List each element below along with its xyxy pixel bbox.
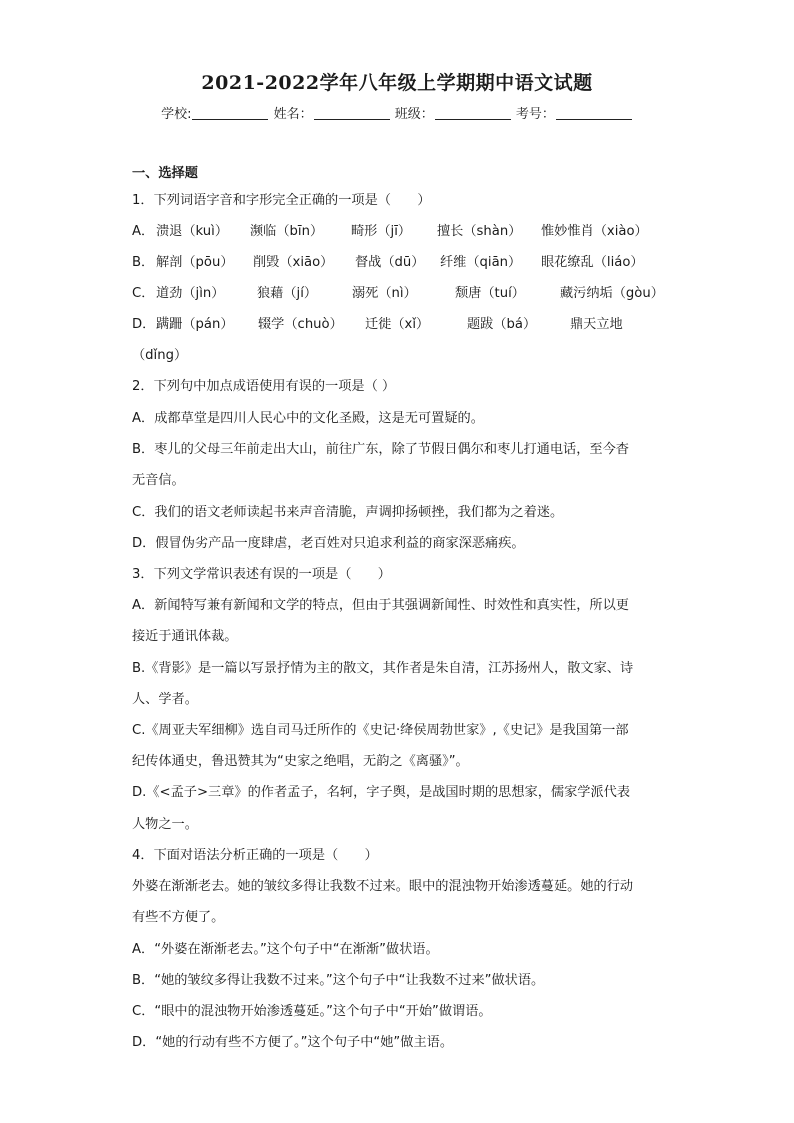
q4-stem: 4．下面对语法分析正确的一项是（ ） — [132, 848, 378, 863]
class-blank[interactable] — [435, 107, 511, 120]
q1-b-item: 削毁（xiāo） — [253, 255, 334, 270]
q2-option-b: B．枣儿的父母三年前走出大山，前往广东，除了节假日偶尔和枣儿打通电话，至今杳 — [132, 442, 629, 457]
q1-b-label: B． — [132, 255, 155, 270]
exam-title: 2021-2022学年八年级上学期期中语文试题 — [201, 72, 593, 94]
q4-option-c: C．“眼中的混浊物开始渗透蔓延。”这个句子中“开始”做谓语。 — [132, 1004, 492, 1019]
name-blank[interactable] — [314, 107, 390, 120]
name-label: 姓名： — [273, 107, 313, 122]
q3-option-d: D.《<孟子>三章》的作者孟子，名轲，字子舆，是战国时期的思想家，儒家学派代表 — [132, 785, 631, 800]
q1-a-label: A． — [132, 224, 155, 239]
q1-c-item: 颓唐（tuí） — [455, 286, 525, 301]
q3-option-a: A．新闻特写兼有新闻和文学的特点，但由于其强调新闻性、时效性和真实性，所以更 — [132, 598, 629, 613]
q1-d-wrap: （dǐng） — [132, 348, 188, 363]
q2-stem: 2．下列句中加点成语使用有误的一项是（ ） — [132, 379, 396, 394]
q1-b-item: 督战（dū） — [355, 255, 425, 270]
q1-a-item: 濒临（bīn） — [250, 224, 324, 239]
q1-d-item: 辍学（chuò） — [258, 317, 343, 332]
class-label: 班级： — [394, 107, 434, 122]
q1-a-item: 畸形（jī） — [351, 224, 412, 239]
exam-no-blank[interactable] — [556, 107, 632, 120]
q1-d-item: 题跋（bá） — [467, 317, 537, 332]
q1-b-item: 解剖（pōu） — [156, 255, 234, 270]
q2-option-b-cont: 无音信。 — [132, 473, 185, 488]
q1-c-item: 藏污纳垢（gòu） — [560, 286, 664, 301]
q1-d-label: D． — [132, 317, 156, 332]
q4-passage-cont: 有些不方便了。 — [132, 910, 225, 925]
exam-no-label: 考号： — [515, 107, 555, 122]
q1-a-item: 擅长（shàn） — [437, 224, 522, 239]
q1-d-item: 蹒跚（pán） — [156, 317, 234, 332]
q1-c-item: 狼藉（jí） — [257, 286, 318, 301]
q2-option-a: A．成都草堂是四川人民心中的文化圣殿，这是无可置疑的。 — [132, 411, 484, 426]
q3-option-b-cont: 人、学者。 — [132, 692, 198, 707]
q3-option-a-cont: 接近于通讯体裁。 — [132, 629, 238, 644]
q4-option-a: A．“外婆在渐渐老去。”这个句子中“在渐渐”做状语。 — [132, 942, 439, 957]
q1-c-item: 道劲（jìn） — [156, 286, 225, 301]
q1-b-item: 纤维（qiān） — [440, 255, 522, 270]
q3-option-c-cont: 纪传体通史，鲁迅赞其为“史家之绝唱，无韵之《离骚》”。 — [132, 754, 469, 769]
q4-option-d: D．“她的行动有些不方便了。”这个句子中“她”做主语。 — [132, 1035, 454, 1050]
q2-option-d: D．假冒伪劣产品一度肆虐，老百姓对只追求利益的商家深恶痛疾。 — [132, 536, 525, 551]
q3-option-d-cont: 人物之一。 — [132, 817, 198, 832]
q1-a-item: 溃退（kuì） — [156, 224, 229, 239]
q3-option-b: B.《背影》是一篇以写景抒情为主的散文，其作者是朱自清，江苏扬州人，散文家、诗 — [132, 661, 634, 676]
q1-d-item: 迁徙（xǐ） — [365, 317, 430, 332]
section-heading: 一、选择题 — [132, 166, 198, 181]
q3-option-c: C.《周亚夫军细柳》选自司马迁所作的《史记·绛侯周勃世家》,《史记》是我国第一部 — [132, 723, 629, 738]
q1-stem: 1．下列词语字音和字形完全正确的一项是（ ） — [132, 193, 431, 208]
q1-c-item: 溺死（nì） — [352, 286, 417, 301]
student-info-row — [0, 103, 794, 122]
q1-c-label: C． — [132, 286, 155, 301]
q4-passage: 外婆在渐渐老去。她的皱纹多得让我数不过来。眼中的混浊物开始渗透蔓延。她的行动 — [132, 879, 634, 894]
school-label: 学校: — [161, 107, 192, 122]
q3-stem: 3．下列文学常识表述有误的一项是（ ） — [132, 567, 391, 582]
q1-a-item: 惟妙惟肖（xiào） — [541, 224, 648, 239]
school-blank[interactable] — [192, 107, 268, 120]
q1-d-item: 鼎天立地 — [570, 317, 623, 332]
q4-option-b: B．“她的皱纹多得让我数不过来。”这个句子中“让我数不过来”做状语。 — [132, 973, 545, 988]
q1-b-item: 眼花缭乱（liáo） — [541, 255, 644, 270]
q2-option-c: C．我们的语文老师读起书来声音清脆，声调抑扬顿挫，我们都为之着迷。 — [132, 505, 564, 520]
